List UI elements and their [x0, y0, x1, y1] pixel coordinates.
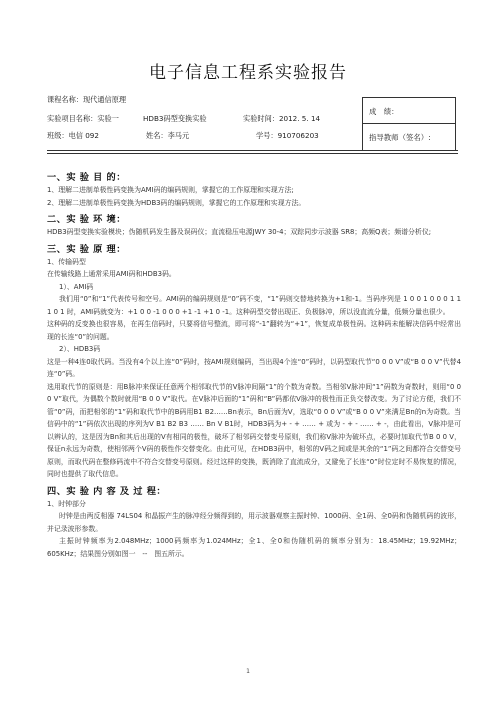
ami-subheading: 1）、AMI码 — [59, 282, 94, 291]
section-procedure-heading: 四、实 验 内 容 及 过 程： — [47, 485, 167, 497]
report-body — [47, 167, 461, 560]
objective-2: 2、理解二进制单极性码变换为HDB3码的编码规则，掌握它的工作原理和实现方法。 — [47, 198, 306, 207]
hdb3-subheading: 2）、HDB3码 — [59, 345, 101, 353]
section-principle-heading: 三、实 验 原 理： — [47, 243, 126, 255]
page-title: 电子信息工程系实验报告 — [149, 63, 347, 83]
procedure-text-2: 主振时钟频率为2.048MHz；1000码频率为1.024MHz；全1、全0和伪随机码的频率分别为：18.45MHz；19.92MHz；605KHz；结果图分别如图一 -- 图五所示。 — [47, 537, 461, 558]
principle-text-1: 在传输线路上通常采用AMI码和HDB3码。 — [47, 270, 176, 278]
procedure-subheading-1: 1、时钟部分 — [47, 499, 86, 508]
divider-line-2 — [47, 153, 458, 154]
student-id: 学号：910706203 — [256, 131, 319, 140]
ami-text-2: 这种码的反变换也很容易，在再生信码时，只要将信号整流，即可将“-1”翻转为“+1”，恢复成单极性码。这种码未能解决信码中经常出现的长连“0”的问题。 — [47, 320, 461, 341]
student-name: 姓名：李马元 — [146, 131, 190, 140]
procedure-text-1: 时钟是由两反相器 74LS04 和晶振产生的脉冲经分频得到的，用示波器观察主振时钟、1000码、全1码、全0码和伪随机码的波形，并记录波形参数。 — [47, 512, 461, 533]
hdb3-text-2: 选用取代节的原则是：用B脉冲来保证任意两个相邻取代节的V脉冲间隔“1”的个数为奇数。当相邻V脉冲间“1”码数为奇数时，则用“0 0 0 V”取代，为偶数个数时就用“B 0 0 V”取代。在V脉冲后面的“1”码和“B”码都依V脉冲的极性而正负交替改变。为了讨论方便，我们不管“0”码，而把相邻的“1”码和取代节中的B码用B1 B2……Bn表示，Bn后面为V，选取“0 0 0 V”或“B 0 0 V”来满足Bn的n为奇数。当信码中的“1”码依次出现的序列为V B1 B2 B3 …… Bn V B1时，HDB3码为+ - + …… + 或为 - + - …… + -，由此看出，V脉冲是可以辨认的，这是因为Bn和其后出现的V有相同的极性，破坏了相邻码交替变号原则，我们称V脉冲为破坏点，必要时加取代节B 0 0 V，保证n永远为奇数，使相邻两个V码的极性作交替变化。由此可见，在HDB3码中，相邻的V码之间或是其余的“1”码之间都符合交替变号原则，而取代码在整修码流中不符合交替变号原则。经过这样的变换，既消除了直流成分，又避免了长连“0”时位定时不易恢复的情况，同时也提供了取代信息。 — [47, 382, 461, 478]
project-name: HDB3码型变换实验 — [143, 114, 207, 123]
class-name: 班级：电信 092 — [47, 131, 99, 140]
environment-text: HDB3码型变换实验模块；伪随机码发生器及误码仪；直流稳压电源JWY 30-4；双踪同步示波器 SR8；高频Q表；频谱分析仪; — [47, 228, 432, 236]
section-environment-heading: 二、实 验 环 境： — [47, 214, 126, 225]
divider-line — [47, 150, 458, 151]
objective-1: 1、理解二进制单极性码变换为AMI码的编码规则，掌握它的工作原理和实现方法; — [47, 186, 294, 194]
section-objectives-heading: 一、实 验 目 的： — [47, 172, 126, 183]
teacher-signature-field: 指导教师（签名）: — [363, 123, 455, 148]
course-name: 课程名称：现代通信原理 — [47, 95, 127, 104]
score-field: 成 绩： — [369, 107, 399, 116]
experiment-time: 实验时间：2012. 5. 14 — [243, 114, 321, 123]
page-number: 1 — [246, 668, 250, 675]
principle-subheading-1: 1、传输码型 — [47, 257, 86, 266]
project-label: 实验项目名称：实验一 — [47, 114, 119, 123]
hdb3-text-1: 这是一种4连0取代码。当没有4个以上连“0”码时，按AMI规则编码，当出现4个连“0”码时，以码型取代节“0 0 0 V”或“B 0 0 V”代替4连“0”码。 — [47, 357, 461, 378]
grade-box — [362, 97, 456, 151]
ami-text-1: 我们用“0”和“1”代表传号和空号。AMI码的编码规则是“0”码不变，“1”码则交替地转换为+1和-1。当码序列是 1 0 0 1 0 0 0 1 1 1 0 1 时，AMI码就变为：+1 0 0 -1 0 0 0 +1 -1 +1 0 -1。这种码型交替出现正、负极脉冲，所以没直流分量，低频分量也很少。 — [47, 295, 461, 316]
